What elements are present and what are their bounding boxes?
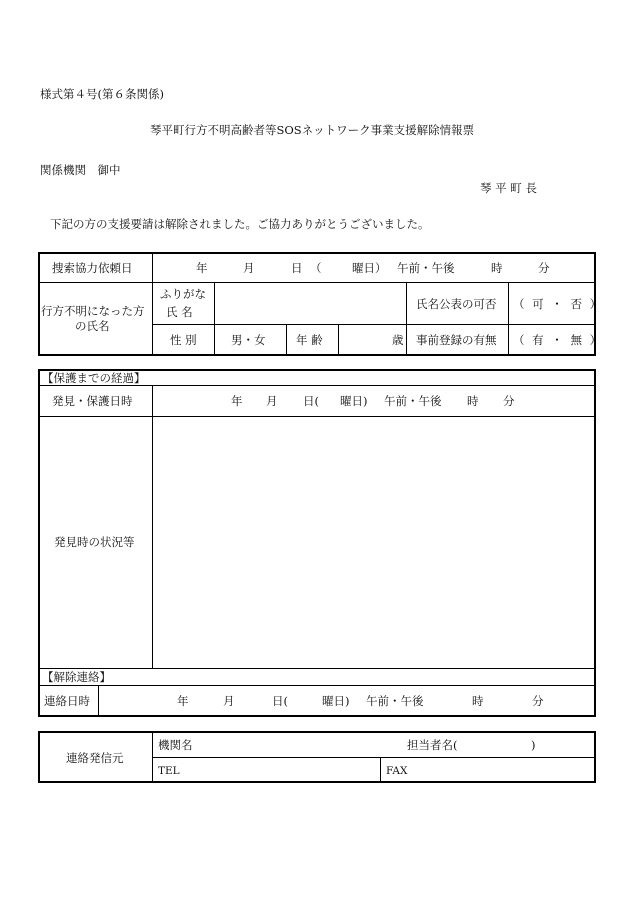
request-date-minute: 分 xyxy=(538,261,550,275)
protection-section-title: 【保護までの経過】 xyxy=(42,371,146,385)
contact-date-day: 日( xyxy=(272,694,288,708)
notice-message: 下記の方の支援要請は解除されました。ご協力ありがとうございました。 xyxy=(50,217,430,231)
contact-date-label: 連絡日時 xyxy=(44,694,90,708)
request-date-hour: 時 xyxy=(491,261,503,275)
contact-date-minute: 分 xyxy=(532,694,544,708)
fax-label: FAX xyxy=(386,765,408,777)
tel-label: TEL xyxy=(158,765,180,777)
name-label: 氏 名 xyxy=(166,305,193,319)
sex-label: 性 別 xyxy=(170,333,197,347)
age-unit: 歳 xyxy=(392,333,404,347)
preregistered-label: 事前登録の有無 xyxy=(416,333,497,347)
found-date-year: 年 xyxy=(231,394,243,408)
contact-date-year: 年 xyxy=(177,694,189,708)
issuer: 琴 平 町 長 xyxy=(480,181,537,195)
found-date-day: 日( xyxy=(303,394,319,408)
request-date-ampm: 午前・午後 xyxy=(397,261,455,275)
contact-date-hour: 時 xyxy=(472,694,484,708)
publish-value[interactable]: （ 可 ・ 否 ） xyxy=(513,297,602,311)
found-date-minute: 分 xyxy=(503,394,515,408)
missing-name-label-line2: の氏名 xyxy=(75,319,110,333)
publish-label: 氏名公表の可否 xyxy=(416,297,497,311)
request-date-day: 日 xyxy=(291,261,303,275)
addressee: 関係機関 御中 xyxy=(40,163,121,177)
found-date-hour: 時 xyxy=(467,394,479,408)
sex-value[interactable]: 男・女 xyxy=(231,333,266,347)
document-title: 琴平町行方不明高齢者等SOSネットワーク事業支援解除情報票 xyxy=(150,123,475,137)
found-date-month: 月 xyxy=(266,394,278,408)
contact-date-weekday: 曜日) xyxy=(322,694,350,708)
age-label: 年 齢 xyxy=(296,333,323,347)
situation-label: 発見時の状況等 xyxy=(54,535,135,549)
found-date-label: 発見・保護日時 xyxy=(52,394,133,408)
preregistered-value[interactable]: （ 有 ・ 無 ） xyxy=(513,333,602,347)
cancel-section-title: 【解除連絡】 xyxy=(42,670,111,684)
contact-date-month: 月 xyxy=(223,694,235,708)
org-label: 機関名 xyxy=(158,738,193,752)
person-in-charge-close: ) xyxy=(531,738,536,752)
furigana-label: ふりがな xyxy=(160,287,206,301)
found-date-ampm: 午前・午後 xyxy=(384,394,442,408)
sender-label: 連絡発信元 xyxy=(66,751,124,765)
form-number: 様式第４号(第６条関係) xyxy=(40,87,164,101)
person-in-charge-label: 担当者名( xyxy=(407,738,458,752)
request-date-weekday-open: （ xyxy=(310,261,322,275)
request-date-label: 捜索協力依頼日 xyxy=(52,261,133,275)
contact-date-ampm: 午前・午後 xyxy=(366,694,424,708)
situation-field[interactable] xyxy=(154,418,594,666)
request-date-year: 年 xyxy=(196,261,208,275)
request-date-weekday-close: 曜日） xyxy=(352,261,387,275)
name-field[interactable] xyxy=(216,284,404,322)
found-date-weekday: 曜日) xyxy=(340,394,368,408)
missing-name-label-line1: 行方不明になった方 xyxy=(41,304,145,318)
request-date-month: 月 xyxy=(243,261,255,275)
